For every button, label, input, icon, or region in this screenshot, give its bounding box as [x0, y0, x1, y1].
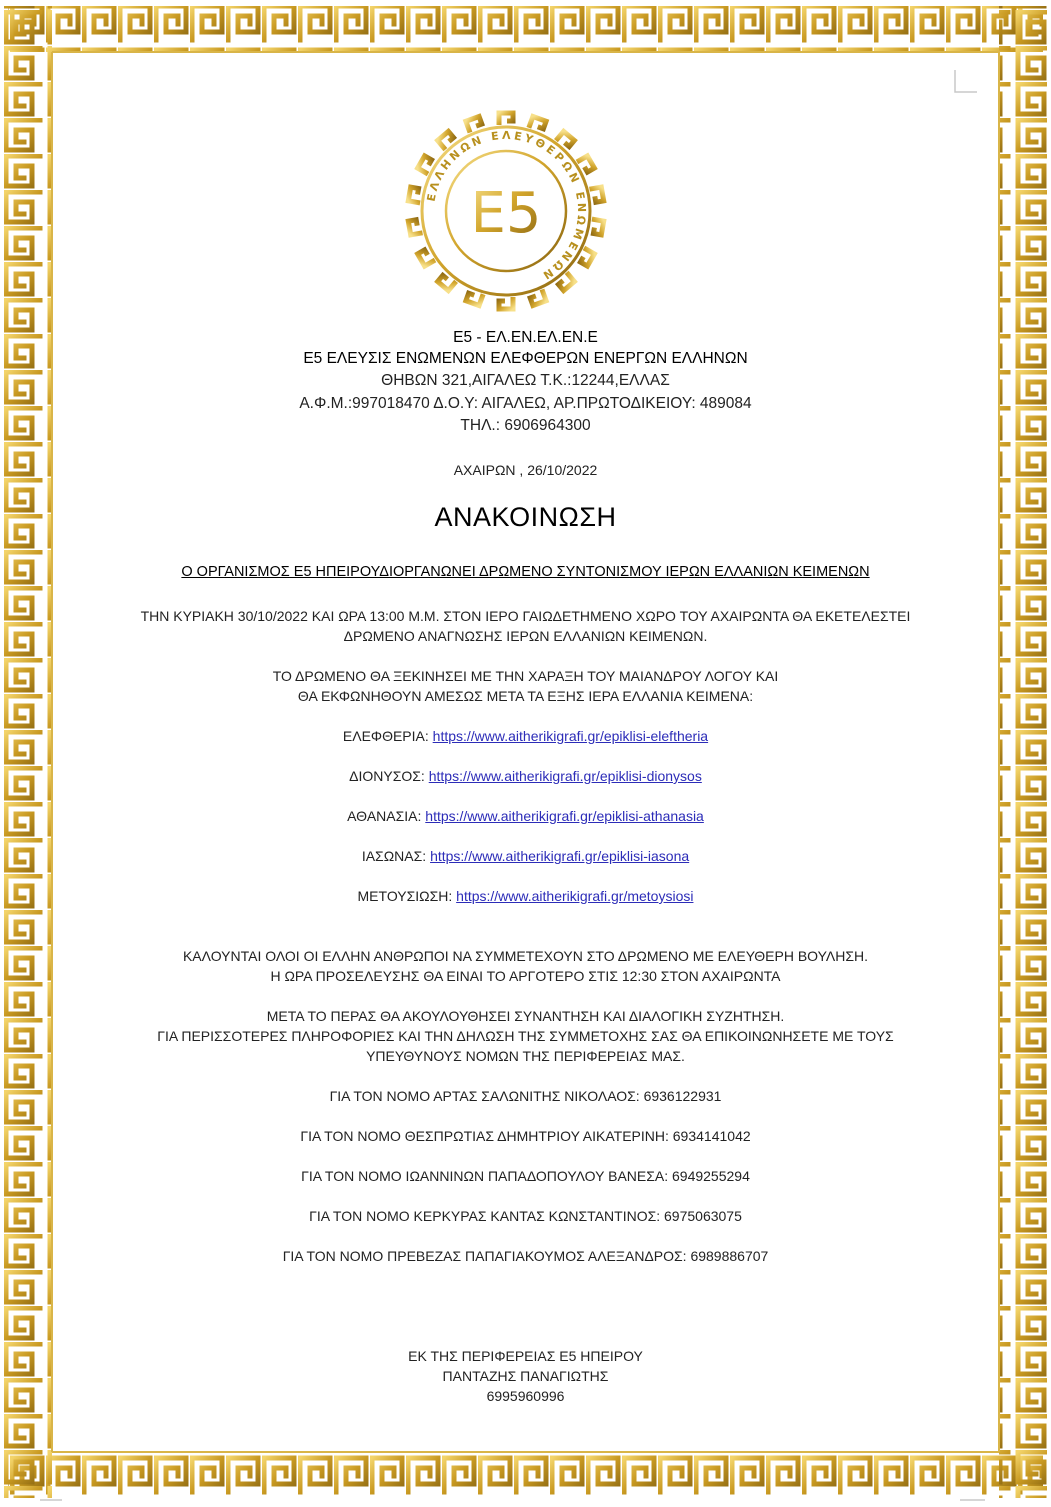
logo-center-text: E5	[470, 181, 542, 246]
text-link-url[interactable]: https://www.aitherikigrafi.gr/epiklisi-dionysos	[428, 768, 702, 784]
text-link-url[interactable]: https://www.aitherikigrafi.gr/epiklisi-eleftheria	[432, 728, 709, 744]
text-link-url[interactable]: https://www.aitherikigrafi.gr/epiklisi-iasona	[430, 848, 690, 864]
text-link-label: ΜΕΤΟΥΣΙΩΣΗ:	[357, 888, 457, 904]
e5-logo	[403, 108, 609, 314]
logo-ring-text: ΕΛΛΗΝΩΝ ΕΛΕΥΘΕΡΩΝ ΕΝΩΜΕΝΩΝ	[424, 128, 589, 284]
text-link-label: ΙΑΣΩΝΑΣ:	[361, 848, 431, 864]
org-address: ΘΗΒΩΝ 321,ΑΙΓΑΛΕΩ Τ.Κ.:12244,ΕΛΛΑΣ	[381, 372, 670, 389]
contact-line: ΓΙΑ ΤΟΝ ΝΟΜΟ ΙΩΑΝΝΙΝΩΝ ΠΑΠΑΔΟΠΟΥΛΟΥ ΒΑΝΕΣΑ: 6949255294	[301, 1168, 750, 1184]
announcement-subtitle: Ο ΟΡΓΑΝΙΣΜΟΣ Ε5 ΗΠΕΙΡΟΥΔΙΟΡΓΑΝΩΝΕΙ ΔΡΩΜΕΝΟ ΣΥΝΤΟΝΙΣΜΟΥ ΙΕΡΩΝ ΕΛΛΑΝΙΩΝ ΚΕΙΜΕΝΩΝ	[181, 564, 870, 580]
date-line: ΑΧΑΙΡΩΝ , 26/10/2022	[453, 462, 598, 478]
text-link-label: ΔΙΟΝΥΣΟΣ:	[349, 768, 429, 784]
contact-line: ΓΙΑ ΤΟΝ ΝΟΜΟ ΑΡΤΑΣ ΣΑΛΩΝΙΤΗΣ ΝΙΚΟΛΑΟΣ: 6936122931	[329, 1088, 722, 1104]
text-link-item	[52, 766, 999, 786]
logo-meander-tooth	[589, 219, 603, 235]
intro-line-2: ΔΡΩΜΕΝΟ ΑΝΑΓΝΩΣΗΣ ΙΕΡΩΝ ΕΛΛΑΝΙΩΝ ΚΕΙΜΕΝΩΝ.	[343, 628, 708, 644]
org-tax-info: Α.Φ.Μ.:997018470 Δ.Ο.Υ: ΑΙΓΑΛΕΩ, ΑΡ.ΠΡΩΤΟΔΙΚΕΙΟΥ: 489084	[299, 395, 752, 412]
after-line-3: ΥΠΕΥΘΥΝΟΥΣ ΝΟΜΩΝ ΤΗΣ ΠΕΡΙΦΕΡΕΙΑΣ ΜΑΣ.	[366, 1048, 685, 1064]
contact-line: ΓΙΑ ΤΟΝ ΝΟΜΟ ΘΕΣΠΡΩΤΙΑΣ ΔΗΜΗΤΡΙΟΥ ΑΙΚΑΤΕΡΙΝΗ: 6934141042	[300, 1128, 751, 1144]
org-short-name: E5 - ΕΛ.ΕΝ.ΕΛ.ΕΝ.Ε	[453, 329, 598, 346]
text-link-url[interactable]: https://www.aitherikigrafi.gr/metoysiosi	[456, 888, 694, 904]
logo-meander-tooth	[499, 297, 513, 309]
invite-line-1: ΚΑΛΟΥΝΤΑΙ ΟΛΟΙ ΟΙ ΕΛΛΗΝ ΑΝΘΡΩΠΟΙ ΝΑ ΣΥΜΜΕΤΕΧΟΥΝ ΣΤΟ ΔΡΩΜΕΝΟ ΜΕ ΕΛΕΥΘΕΡΗ ΒΟΥΛΗΣΗ.	[182, 948, 869, 964]
text-link-item	[52, 726, 999, 746]
logo-meander-tooth	[408, 219, 422, 235]
org-phone: ΤΗΛ.: 6906964300	[460, 417, 591, 434]
org-full-name: Ε5 ΕΛΕΥΣΙΣ ΕΝΩΜΕΝΩΝ ΕΛΕΦΘΕΡΩΝ ΕΝΕΡΓΩΝ ΕΛΛΗΝΩΝ	[303, 350, 748, 367]
text-link-item	[52, 886, 999, 906]
text-link-item	[52, 846, 999, 866]
signature-phone: 6995960996	[486, 1388, 565, 1404]
text-link-label: ΑΘΑΝΑΣΙΑ:	[347, 808, 426, 824]
invite-line-2: Η ΩΡΑ ΠΡΟΣΕΛΕΥΣΗΣ ΘΑ ΕΙΝΑΙ ΤΟ ΑΡΓΟΤΕΡΟ ΣΤΙΣ 12:30 ΣΤΟΝ ΑΧΑΙΡΩΝΤΑ	[270, 968, 781, 984]
text-link-item	[52, 806, 999, 826]
signature-name: ΠΑΝΤΑΖΗΣ ΠΑΝΑΓΙΩΤΗΣ	[442, 1368, 609, 1384]
text-link-label: ΕΛΕΦΘΕΡΙΑ:	[342, 728, 433, 744]
logo-meander-tooth	[499, 113, 513, 125]
after-line-2: ΓΙΑ ΠΕΡΙΣΣΟΤΕΡΕΣ ΠΛΗΡΟΦΟΡΙΕΣ ΚΑΙ ΤΗΝ ΔΗΛΩΣΗ ΤΗΣ ΣΥΜΜΕΤΟΧΗΣ ΣΑΣ ΘΑ ΕΠΙΚΟΙΝΩΝΗΣΕΤΕ ΜΕ ΤΟΥΣ	[157, 1028, 894, 1044]
intro-line-1: ΤΗΝ ΚΥΡΙΑΚΗ 30/10/2022 ΚΑΙ ΩΡΑ 13:00 Μ.Μ. ΣΤΟΝ ΙΕΡΟ ΓΑΙΩΔΕΤΗΜΕΝΟ ΧΩΡΟ ΤΟΥ ΑΧΑΙΡΩΝΤΑ ΘΑ ΕΚΕΤΕΛΕΣΤΕΙ	[140, 608, 911, 624]
page-title: ΑΝΑΚΟΙΝΩΣΗ	[434, 502, 617, 532]
e5-logo-svg	[403, 108, 609, 314]
text-link-url[interactable]: https://www.aitherikigrafi.gr/epiklisi-athanasia	[425, 808, 704, 824]
after-line-1: ΜΕΤΑ ΤΟ ΠΕΡΑΣ ΘΑ ΑΚΟΥΛΟΥΘΗΣΕΙ ΣΥΝΑΝΤΗΣΗ ΚΑΙ ΔΙΑΛΟΓΙΚΗ ΣΥΖΗΤΗΣΗ.	[266, 1008, 785, 1024]
start-line-1: ΤΟ ΔΡΩΜΕΝΟ ΘΑ ΞΕΚΙΝΗΣΕΙ ΜΕ ΤΗΝ ΧΑΡΑΞΗ ΤΟΥ ΜΑΙΑΝΔΡΟΥ ΛΟΓΟΥ ΚΑΙ	[272, 668, 779, 684]
document-body	[52, 60, 999, 1450]
logo-meander-tooth	[408, 187, 422, 203]
contact-line: ΓΙΑ ΤΟΝ ΝΟΜΟ ΠΡΕΒΕΖΑΣ ΠΑΠΑΓΙΑΚΟΥΜΟΣ ΑΛΕΞΑΝΔΡΟΣ: 6989886707	[282, 1248, 769, 1264]
logo-meander-tooth	[589, 187, 603, 203]
signature-line-1: ΕΚ ΤΗΣ ΠΕΡΙΦΕΡΕΙΑΣ Ε5 ΗΠΕΙΡΟΥ	[408, 1348, 643, 1364]
start-line-2: ΘΑ ΕΚΦΩΝΗΘΟΥΝ ΑΜΕΣΩΣ ΜΕΤΑ ΤΑ ΕΞΗΣ ΙΕΡΑ ΕΛΛΑΝΙΑ ΚΕΙΜΕΝΑ:	[297, 688, 754, 704]
contact-line: ΓΙΑ ΤΟΝ ΝΟΜΟ ΚΕΡΚΥΡΑΣ ΚΑΝΤΑΣ ΚΩΝΣΤΑΝΤΙΝΟΣ: 6975063075	[309, 1208, 742, 1224]
